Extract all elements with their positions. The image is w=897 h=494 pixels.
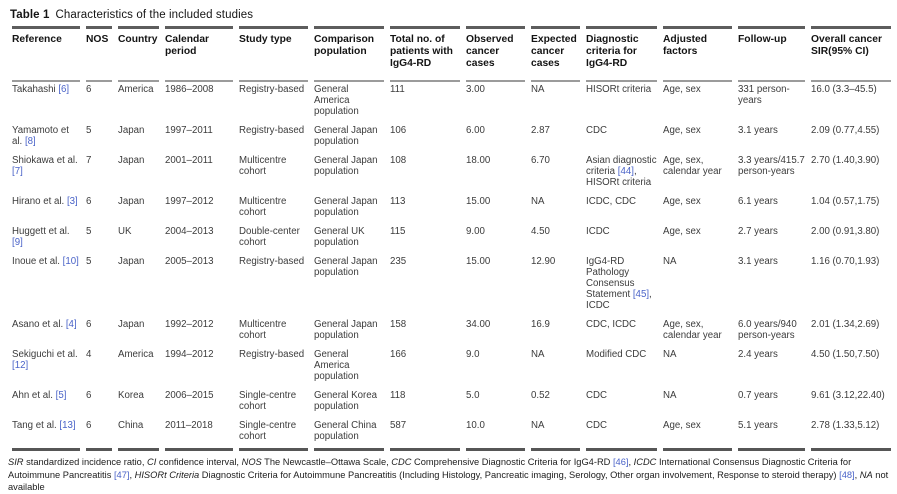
table-cell: NA: [531, 196, 545, 207]
table-cell: NA: [531, 84, 545, 95]
table-cell: NA: [663, 349, 677, 360]
table-cell: 1994–2012: [165, 349, 214, 360]
footnote-abbrev: HISORt Criteria: [134, 469, 200, 480]
table-title-label: Table 1: [10, 9, 50, 21]
table-cell: Japan: [118, 256, 145, 267]
table-cell: Yamamoto et al. [8]: [12, 125, 69, 147]
citation-link[interactable]: [46]: [612, 457, 629, 467]
table-cell: 2.4 years: [738, 349, 778, 360]
table-cell: Asian diagnostic criteria [44], HISORt criteria: [586, 155, 657, 188]
table-cell: 2.70 (1.40,3.90): [811, 155, 880, 166]
table-cell: China: [118, 418, 159, 451]
table-cell: Multicentre cohort: [239, 319, 287, 341]
column-header: Calendar period: [165, 26, 233, 82]
table-title-caption: Characteristics of the included studies: [55, 9, 254, 21]
table-cell: 1.16 (0.70,1.93): [811, 256, 880, 267]
table-cell: Single-centre cohort: [239, 390, 297, 412]
table-cell: 0.7 years: [738, 390, 778, 401]
table-cell: Japan: [118, 319, 145, 330]
table-cell: 3.1 years: [738, 125, 778, 136]
table-cell: General Japan population: [314, 155, 378, 177]
table-cell: 6: [86, 319, 92, 330]
table-cell: 2.01 (1.34,2.69): [811, 319, 880, 330]
table-cell: 108: [390, 155, 407, 166]
table-cell: 5: [86, 226, 92, 237]
table-row: [12, 82, 891, 123]
table-cell: 16.0 (3.3–45.5): [811, 84, 877, 95]
footnote-text: Comprehensive Diagnostic Criteria for IgG4-RD [46],: [411, 457, 634, 467]
table-cell: 16.9: [531, 319, 550, 330]
table-cell: Age, sex: [663, 125, 701, 136]
column-header: Adjusted factors: [663, 26, 732, 82]
column-header: NOS: [86, 26, 112, 82]
table-cell: NA: [531, 418, 580, 451]
table-cell: Double-center cohort: [239, 226, 300, 248]
table-cell: 115: [390, 226, 406, 237]
footnote-abbrev: ICDC: [633, 457, 657, 467]
table-cell: Japan: [118, 196, 145, 207]
table-cell: CDC, ICDC: [586, 319, 637, 330]
column-header: Comparison population: [314, 26, 384, 82]
table-cell: Age, sex, calendar year: [663, 319, 722, 341]
column-header: Reference: [12, 26, 80, 82]
table-cell: 10.0: [466, 418, 525, 451]
table-cell: 15.00: [466, 196, 491, 207]
citation-link[interactable]: [9]: [12, 237, 23, 248]
table-cell: CDC: [586, 418, 657, 451]
table-cell: Inoue et al. [10]: [12, 256, 79, 267]
table-cell: 2011–2018: [165, 418, 233, 451]
table-row: [12, 254, 891, 317]
table-cell: Korea: [118, 390, 144, 401]
table-cell: 6.70: [531, 155, 550, 166]
column-header: Study type: [239, 26, 308, 82]
citation-link[interactable]: [45]: [632, 289, 650, 300]
citation-link[interactable]: [8]: [24, 136, 36, 147]
table-cell: General America population: [314, 349, 359, 382]
table-cell: 6: [86, 84, 92, 95]
column-header: Total no. of patients with IgG4-RD: [390, 26, 460, 82]
column-header: Follow-up: [738, 26, 805, 82]
table-cell: 34.00: [466, 319, 491, 330]
table-cell: Multicentre cohort: [239, 155, 287, 177]
table-cell: 6.00: [466, 125, 485, 136]
table-cell: 2004–2013: [165, 226, 214, 237]
table-cell: 0.52: [531, 390, 550, 401]
footnote-text: not available: [8, 469, 889, 492]
table-cell: Takahashi [6]: [12, 84, 70, 95]
table-cell: General Japan population: [314, 196, 378, 218]
table-row: [12, 153, 891, 194]
table-cell: HISORt criteria: [586, 84, 652, 95]
table-cell: 2006–2015: [165, 390, 214, 401]
table-cell: General Japan population: [314, 256, 378, 278]
table-cell: CDC: [586, 125, 607, 136]
table-cell: 6.0 years/940 person-years: [738, 319, 797, 341]
table-cell: 235: [390, 256, 407, 267]
table-cell: Single-centre cohort: [239, 418, 308, 451]
table-cell: America: [118, 84, 154, 95]
citation-link[interactable]: [4]: [65, 319, 77, 330]
table-cell: 106: [390, 125, 407, 136]
table-cell: 2.7 years: [738, 226, 778, 237]
table-cell: 12.90: [531, 256, 556, 267]
table-cell: General Japan population: [314, 125, 378, 147]
table-cell: Asano et al. [4]: [12, 319, 77, 330]
table-row: [12, 224, 891, 254]
table-cell: 2.09 (0.77,4.55): [811, 125, 880, 136]
table-cell: 166: [390, 349, 407, 360]
table-cell: NA: [663, 390, 677, 401]
table-cell: Registry-based: [239, 256, 305, 267]
table-cell: General Korea population: [314, 390, 378, 412]
table-cell: 2.00 (0.91,3.80): [811, 226, 880, 237]
table-cell: 1.04 (0.57,1.75): [811, 196, 880, 207]
table-cell: General Japan population: [314, 319, 378, 341]
table-cell: 1992–2012: [165, 319, 214, 330]
table-cell: 2001–2011: [165, 155, 213, 166]
table-cell: Hirano et al. [3]: [12, 196, 78, 207]
footnote-abbrev: NOS: [241, 457, 262, 467]
table-row: [12, 317, 891, 347]
table-cell: 587: [390, 418, 460, 451]
table-cell: 6: [86, 196, 92, 207]
column-header: Expected cancer cases: [531, 26, 580, 82]
table-cell: 1986–2008: [165, 84, 214, 95]
table-cell: 9.61 (3.12,22.40): [811, 390, 885, 401]
footnote-text: standardized incidence ratio,: [23, 457, 148, 467]
table-cell: UK: [118, 226, 132, 237]
table-cell: Modified CDC: [586, 349, 647, 360]
footnote: [8, 456, 889, 494]
characteristics-table: [6, 26, 897, 451]
table-cell: 5.1 years: [738, 418, 805, 451]
table-row: [12, 123, 891, 153]
citation-link[interactable]: [5]: [55, 390, 67, 401]
table-row: [12, 418, 891, 451]
citation-link[interactable]: [48]: [839, 469, 855, 480]
footnote-abbrev: SIR: [8, 457, 24, 467]
table-row: [12, 347, 891, 388]
table-cell: CDC: [586, 390, 607, 401]
column-header: Diagnostic criteria for IgG4-RD: [586, 26, 657, 82]
table-cell: 4.50 (1.50,7.50): [811, 349, 880, 360]
table-cell: ICDC: [586, 226, 610, 237]
table-cell: Shiokawa et al. [7]: [12, 155, 78, 177]
table-cell: Age, sex: [663, 84, 701, 95]
table-cell: 3.3 years/415.7 person-years: [738, 155, 805, 177]
table-cell: Huggett et al. [9]: [12, 226, 70, 248]
table-cell: 118: [390, 390, 406, 401]
table-cell: Age, sex, calendar year: [663, 155, 722, 177]
table-cell: 4.50: [531, 226, 550, 237]
citation-link[interactable]: [13]: [59, 420, 76, 431]
citation-link[interactable]: [47]: [113, 469, 130, 480]
footnote-text: The Newcastle–Ottawa Scale,: [261, 457, 392, 467]
table-cell: 1997–2012: [165, 196, 214, 207]
table-row: [12, 388, 891, 418]
table-cell: General China population: [314, 418, 384, 451]
citation-link[interactable]: [12]: [12, 360, 29, 371]
table-cell: Registry-based: [239, 125, 305, 136]
table-cell: 158: [390, 319, 407, 330]
column-header: Country: [118, 26, 159, 82]
footnote-abbrev: CDC: [391, 457, 412, 467]
table-cell: 2.78 (1.33,5.12): [811, 418, 891, 451]
column-header: Overall cancer SIR(95% CI): [811, 26, 891, 82]
column-header: Observed cancer cases: [466, 26, 525, 82]
table-cell: Multicentre cohort: [239, 196, 287, 218]
table-cell: 4: [86, 349, 92, 360]
table-cell: IgG4-RD Pathology Consensus Statement [45], ICDC: [586, 256, 652, 311]
table-cell: Ahn et al. [5]: [12, 390, 67, 401]
table-cell: Tang et al. [13]: [12, 418, 80, 451]
table-title: [10, 9, 897, 21]
table-cell: America: [118, 349, 154, 360]
table-cell: 5: [86, 125, 92, 136]
table-cell: 6: [86, 418, 112, 451]
table-cell: Registry-based: [239, 84, 305, 95]
footnote-abbrev: NA: [859, 469, 873, 480]
table-cell: 2005–2013: [165, 256, 214, 267]
table-cell: 6: [86, 390, 92, 401]
table-cell: 15.00: [466, 256, 491, 267]
table-cell: 113: [390, 196, 406, 207]
citation-link[interactable]: [7]: [12, 166, 23, 177]
table-cell: General America population: [314, 84, 359, 117]
table-cell: 18.00: [466, 155, 491, 166]
table-cell: 331 person-years: [738, 84, 790, 106]
table-cell: 111: [390, 84, 405, 95]
citation-link[interactable]: [44]: [617, 166, 634, 177]
table-cell: NA: [663, 256, 677, 267]
table-cell: Japan: [118, 125, 145, 136]
table-cell: 9.00: [466, 226, 485, 237]
table-cell: 7: [86, 155, 92, 166]
table-cell: 3.1 years: [738, 256, 778, 267]
table-cell: NA: [531, 349, 545, 360]
footnote-text: confidence interval,: [156, 457, 242, 467]
citation-link[interactable]: [6]: [58, 84, 70, 95]
footnote-text: International Consensus Diagnostic Criteria for Autoimmune Pancreatitis [47],: [8, 457, 852, 480]
table-cell: Registry-based: [239, 349, 305, 360]
table-cell: 6.1 years: [738, 196, 778, 207]
table-cell: ICDC, CDC: [586, 196, 637, 207]
footnote-abbrev: CI: [147, 457, 157, 467]
table-cell: 3.00: [466, 84, 485, 95]
header-row: [12, 26, 891, 82]
table-cell: 5: [86, 256, 92, 267]
footnote-text: Diagnostic Criteria for Autoimmune Pancreatitis (Including Histology, Pancreatic imaging, Serology, Other organ involvement, Response to steroid therapy) [48],: [199, 469, 860, 480]
table-cell: Age, sex: [663, 196, 701, 207]
table-cell: Age, sex: [663, 418, 732, 451]
table-cell: General UK population: [314, 226, 365, 248]
table-row: [12, 194, 891, 224]
citation-link[interactable]: [3]: [66, 196, 78, 207]
table-cell: 1997–2011: [165, 125, 213, 136]
table-cell: 5.0: [466, 390, 480, 401]
table-cell: Sekiguchi et al. [12]: [12, 349, 78, 371]
table-cell: 9.0: [466, 349, 480, 360]
citation-link[interactable]: [10]: [62, 256, 79, 267]
table-cell: Age, sex: [663, 226, 701, 237]
table-cell: 2.87: [531, 125, 550, 136]
table-cell: Japan: [118, 155, 145, 166]
